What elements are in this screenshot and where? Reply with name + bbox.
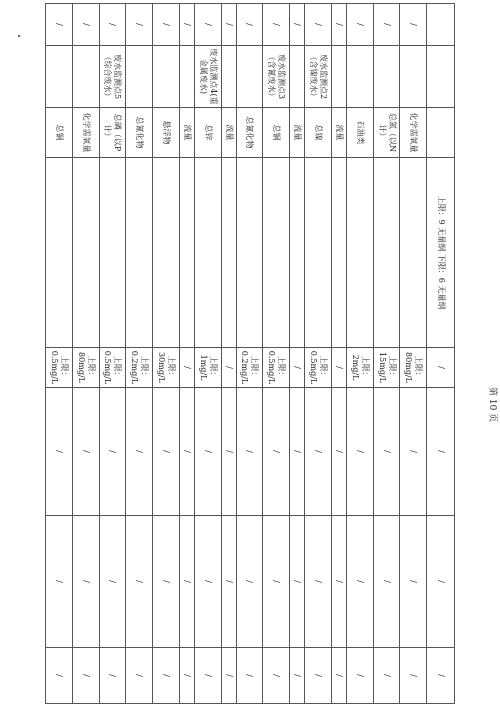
value-cell: / (46, 648, 73, 704)
value-cell: / (46, 4, 73, 46)
value-cell: / (46, 388, 73, 516)
monitoring-point-cell (236, 46, 263, 108)
value-cell: / (236, 648, 263, 704)
limit-cell: / (290, 348, 305, 388)
value-cell: / (194, 648, 221, 704)
limit-cell: 上限：80mg/L (72, 348, 99, 388)
value-cell: / (221, 4, 236, 46)
table-row (373, 4, 400, 704)
monitoring-point-cell (400, 46, 427, 108)
pollutant-cell: 总氰化物 (236, 108, 263, 158)
limit-cell: 上限：15mg/L (373, 348, 400, 388)
value-cell: / (236, 388, 263, 516)
value-cell: / (263, 4, 290, 46)
value-cell: / (290, 4, 305, 46)
limit-cell: 上限：0.2mg/L (236, 348, 263, 388)
limit-cell: / (221, 348, 236, 388)
table-row (236, 4, 263, 704)
value-cell: / (153, 516, 180, 648)
value-cell: / (72, 516, 99, 648)
blank-cell (346, 158, 373, 348)
table-row (126, 4, 153, 704)
pollutant-cell: 流量 (221, 108, 236, 158)
monitoring-point-cell (72, 46, 99, 108)
ph-limit-cell: 上限：9 无量纲 下限：6 无量纲 (427, 158, 455, 348)
value-cell: / (263, 516, 290, 648)
blank-cell (331, 158, 346, 348)
pollutant-cell: 总氰化物 (126, 108, 153, 158)
pollutant-cell: 石油类 (346, 108, 373, 158)
table-row (46, 4, 73, 704)
table-row (427, 4, 455, 704)
blank-cell (126, 158, 153, 348)
value-cell: / (153, 4, 180, 46)
value-cell: / (126, 648, 153, 704)
blank-cell (427, 108, 455, 158)
value-cell: / (373, 516, 400, 648)
monitoring-point-cell: 废水监测点4(重金属废水) (194, 46, 221, 108)
pollutant-cell: 总铜 (263, 108, 290, 158)
value-cell: / (72, 388, 99, 516)
pollutant-cell: 化学需氧量 (400, 108, 427, 158)
blank-cell (290, 158, 305, 348)
blank-cell (400, 158, 427, 348)
limit-cell: 上限：30mg/L (153, 348, 180, 388)
blank-cell (153, 158, 180, 348)
value-cell: / (346, 388, 373, 516)
value-cell: / (194, 4, 221, 46)
limit-cell: 上限：2mg/L (346, 348, 373, 388)
value-cell: / (126, 516, 153, 648)
value-cell: / (99, 388, 126, 516)
table-row (99, 4, 126, 704)
monitoring-point-cell: 废水监测点3（含氰废水） (263, 46, 290, 108)
value-cell: / (427, 648, 455, 704)
value-cell: / (236, 4, 263, 46)
monitoring-point-cell (221, 46, 236, 108)
value-cell: / (179, 516, 194, 648)
value-cell: / (179, 4, 194, 46)
value-cell: / (290, 648, 305, 704)
value-cell: / (153, 388, 180, 516)
monitoring-point-cell: 废水监测点2（含镍废水） (305, 46, 332, 108)
value-cell: / (179, 388, 194, 516)
limit-cell: / (331, 348, 346, 388)
table-row (221, 4, 236, 704)
value-cell: / (46, 516, 73, 648)
scan-speck (18, 35, 20, 37)
value-cell: / (331, 4, 346, 46)
value-cell: / (221, 516, 236, 648)
limit-cell: / (179, 348, 194, 388)
value-cell: / (194, 388, 221, 516)
value-cell: / (427, 516, 455, 648)
monitoring-point-cell (46, 46, 73, 108)
pollutant-cell: 总锌 (194, 108, 221, 158)
blank-cell (179, 158, 194, 348)
table-row (400, 4, 427, 704)
page-number: 第 10 页 (487, 387, 497, 423)
blank-cell (72, 158, 99, 348)
value-cell: / (179, 648, 194, 704)
value-cell: / (331, 388, 346, 516)
value-cell: / (290, 388, 305, 516)
value-cell: / (427, 348, 455, 388)
pollutant-cell: 总镍 (305, 108, 332, 158)
table-row (194, 4, 221, 704)
table-row (179, 4, 194, 704)
value-cell: / (373, 648, 400, 704)
pollutant-cell: 化学需氧量 (72, 108, 99, 158)
limit-cell: 上限：80mg/L (400, 348, 427, 388)
value-cell: / (153, 648, 180, 704)
monitoring-table (45, 3, 455, 704)
value-cell: / (236, 516, 263, 648)
value-cell: / (346, 4, 373, 46)
blank-cell (194, 158, 221, 348)
limit-cell: 上限：0.5mg/L (305, 348, 332, 388)
blank-cell (305, 158, 332, 348)
value-cell: / (427, 388, 455, 516)
limit-cell: 上限：0.5mg/L (99, 348, 126, 388)
value-cell: / (290, 516, 305, 648)
pollutant-cell: 流量 (290, 108, 305, 158)
blank-cell (427, 46, 455, 108)
value-cell: / (331, 516, 346, 648)
limit-cell: 上限：0.2mg/L (126, 348, 153, 388)
blank-cell (99, 158, 126, 348)
blank-cell (46, 158, 73, 348)
value-cell: / (305, 388, 332, 516)
monitoring-point-cell (153, 46, 180, 108)
value-cell: / (400, 4, 427, 46)
value-cell: / (346, 648, 373, 704)
monitoring-point-cell (179, 46, 194, 108)
table-row (72, 4, 99, 704)
limit-cell: 上限：0.5mg/L (263, 348, 290, 388)
value-cell: / (305, 648, 332, 704)
value-cell: / (373, 4, 400, 46)
value-cell: / (305, 4, 332, 46)
limit-cell: 上限：1mg/L (194, 348, 221, 388)
value-cell: / (400, 388, 427, 516)
value-cell: / (346, 516, 373, 648)
blank-cell (221, 158, 236, 348)
table-row (290, 4, 305, 704)
value-cell: / (99, 516, 126, 648)
value-cell: / (72, 648, 99, 704)
value-cell: / (373, 388, 400, 516)
value-cell: / (126, 388, 153, 516)
limit-cell: 上限：0.5mg/L (46, 348, 73, 388)
monitoring-point-cell: 废水监测点5（综合废水） (99, 46, 126, 108)
pollutant-cell: 总氮（以N计） (373, 108, 400, 158)
table-row (331, 4, 346, 704)
table-row (153, 4, 180, 704)
value-cell: / (72, 4, 99, 46)
value-cell: / (99, 4, 126, 46)
monitoring-point-cell (290, 46, 305, 108)
table-row (305, 4, 332, 704)
pollutant-cell: 悬浮物 (153, 108, 180, 158)
table-row (263, 4, 290, 704)
pollutant-cell: 流量 (331, 108, 346, 158)
pollutant-cell: 总磷（以P计） (99, 108, 126, 158)
blank-cell (427, 4, 455, 46)
monitoring-point-cell (331, 46, 346, 108)
monitoring-point-cell (373, 46, 400, 108)
pollutant-cell: 流量 (179, 108, 194, 158)
value-cell: / (400, 516, 427, 648)
blank-cell (263, 158, 290, 348)
monitoring-point-cell (126, 46, 153, 108)
value-cell: / (331, 648, 346, 704)
value-cell: / (305, 516, 332, 648)
value-cell: / (221, 388, 236, 516)
pollutant-cell: 总铜 (46, 108, 73, 158)
table-row (346, 4, 373, 704)
monitoring-point-cell (346, 46, 373, 108)
value-cell: / (99, 648, 126, 704)
rotated-sheet (45, 3, 497, 703)
value-cell: / (263, 648, 290, 704)
value-cell: / (400, 648, 427, 704)
blank-cell (236, 158, 263, 348)
value-cell: / (194, 516, 221, 648)
blank-cell (373, 158, 400, 348)
value-cell: / (263, 388, 290, 516)
value-cell: / (126, 4, 153, 46)
value-cell: / (221, 648, 236, 704)
